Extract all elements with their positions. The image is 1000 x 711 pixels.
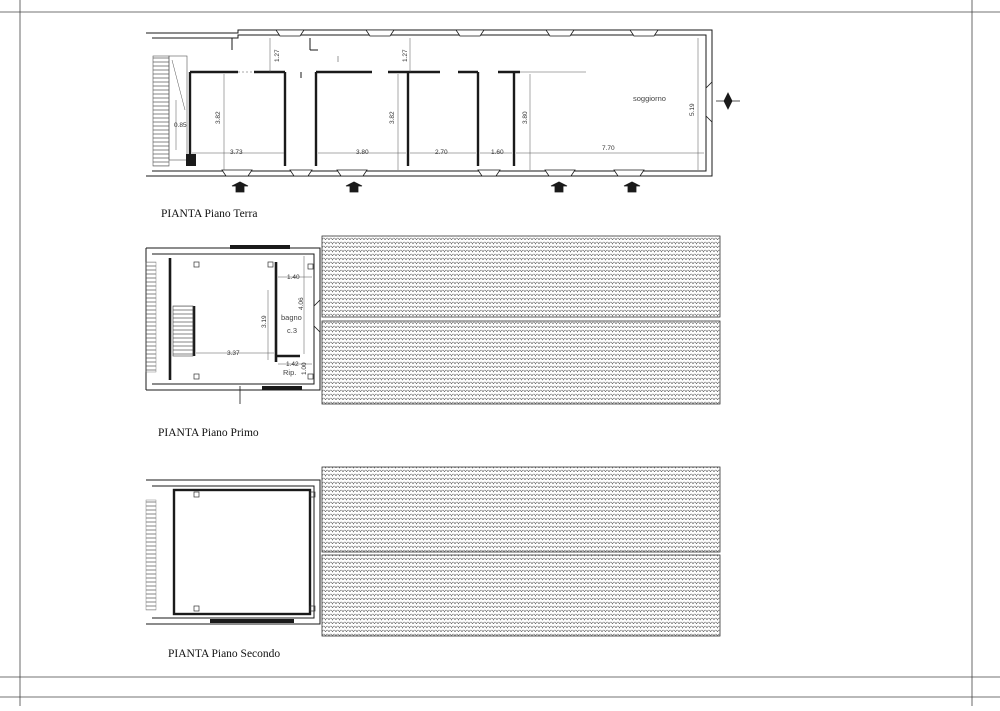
roof-tiles-first [322,236,720,404]
dim-first-100: 1.00 [301,362,308,375]
dim-first-142: 1.42 [286,361,299,368]
room-label-ripostiglio: Rip. [283,368,297,377]
dim-ground-770: 7.70 [602,145,615,152]
caption-second-floor: PIANTA Piano Secondo [168,648,281,660]
dim-ground-382-a: 3.82 [215,111,222,124]
ground-floor-plan [146,30,740,192]
roof-tiles-second [322,467,720,636]
room-label-bath-code: c.3 [287,326,298,335]
dim-ground-519: 5.19 [689,103,696,116]
dim-ground-380-v: 3.80 [522,111,529,124]
dim-first-406: 4.06 [298,297,305,310]
room-label-soggiorno: soggiorno [633,94,666,103]
dim-ground-160: 1.60 [491,149,504,156]
dim-ground-085: 0.85 [174,122,187,129]
dim-first-319: 3.19 [261,315,268,328]
dim-ground-127-b: 1.27 [402,49,409,62]
dim-ground-373: 3.73 [230,149,243,156]
first-floor-plan [146,236,720,404]
dim-ground-270: 2.70 [435,149,448,156]
dim-ground-127-a: 1.27 [274,49,281,62]
dim-ground-380-h: 3.80 [356,149,369,156]
caption-ground-floor: PIANTA Piano Terra [161,208,258,220]
caption-first-floor: PIANTA Piano Primo [158,427,259,439]
dim-first-140: 1.40 [287,274,300,281]
room-label-bagno: bagno [281,313,302,322]
dim-ground-382-b: 3.82 [389,111,396,124]
dim-first-337: 3.37 [227,350,240,357]
second-floor-plan [146,467,720,636]
